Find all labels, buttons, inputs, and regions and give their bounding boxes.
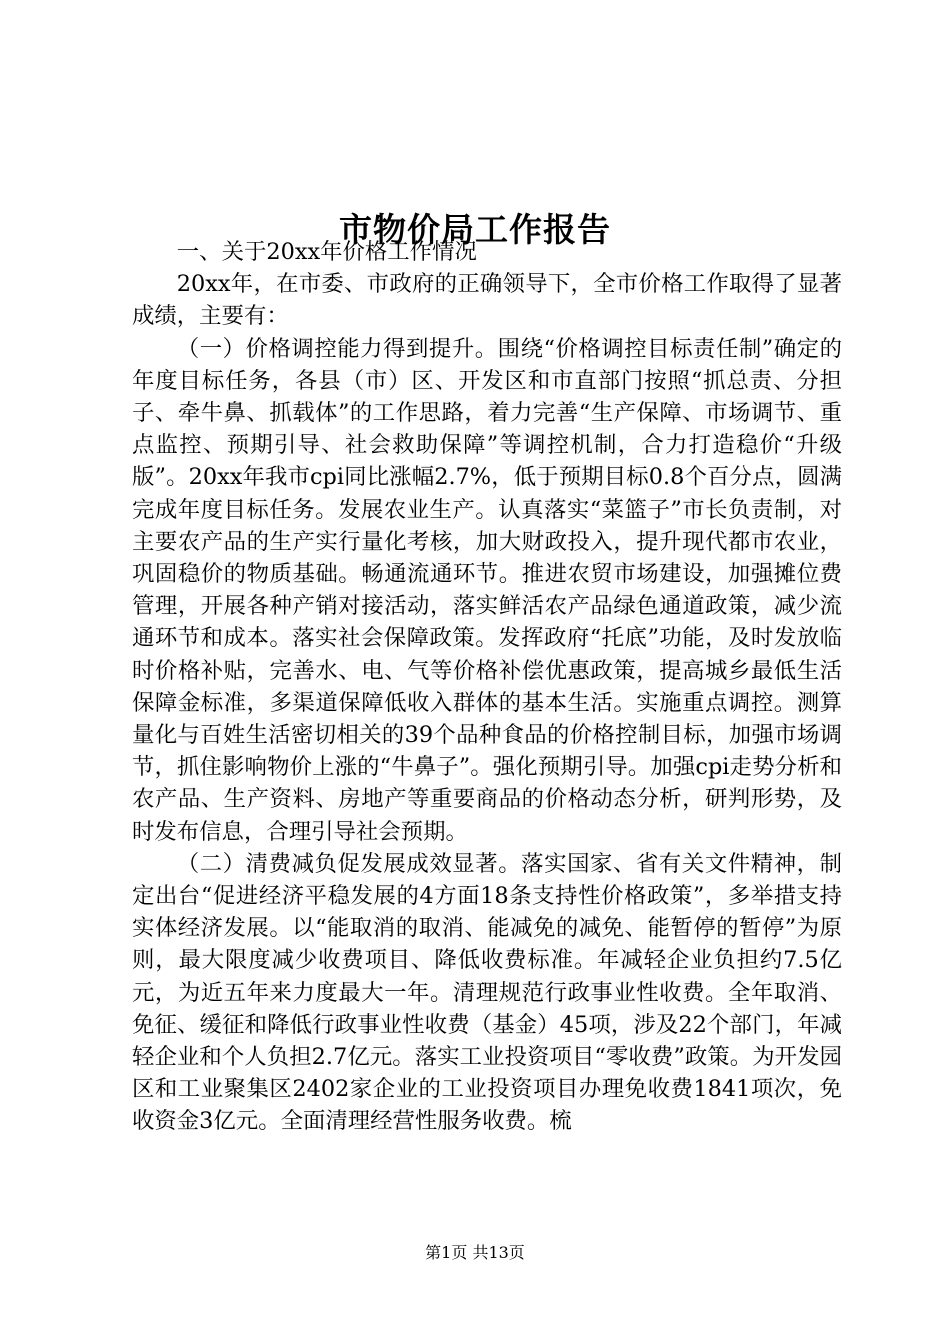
page-footer: 第1页 共13页 (425, 1243, 525, 1262)
document-body (132, 236, 842, 1138)
section-heading: 一、关于20xx年价格工作情况 (176, 239, 477, 265)
intro-paragraph: 20xx年，在市委、市政府的正确领导下，全市价格工作取得了显著成绩，主要有： (132, 271, 842, 330)
paragraph-price-control: （一）价格调控能力得到提升。围绕“价格调控目标责任制”确定的年度目标任务，各县（市）区、开发区和市直部门按照“抓总责、分担子、牵牛鼻、抓载体”的工作思路，着力完善“生产保障、市场调节、重点监控、预期引导、社会救助保障”等调控机制，合力打造稳价“升级版”。20xx年我市cpi同比涨幅2.7%，低于预期目标0.8个百分点，圆满完成年度目标任务。发展农业生产。认真落实“菜篮子”市长负责制，对主要农产品的生产实行量化考核，加大财政投入，提升现代都市农业，巩固稳价的物质基础。畅通流通环节。推进农贸市场建设，加强摊位费管理，开展各种产销对接活动，落实鲜活农产品绿色通道政策，减少流通环节和成本。落实社会保障政策。发挥政府“托底”功能，及时发放临时价格补贴，完善水、电、气等价格补偿优惠政策，提高城乡最低生活保障金标准，多渠道保障低收入群体的基本生活。实施重点调控。测算量化与百姓生活密切相关的39个品种食品的价格控制目标，加强市场调节，抓住影响物价上涨的“牛鼻子”。强化预期引导。加强cpi走势分析和农产品、生产资料、房地产等重要商品的价格动态分析，研判形势，及时发布信息，合理引导社会预期。 (132, 335, 842, 845)
paragraph-fee-reduction: （二）清费减负促发展成效显著。落实国家、省有关文件精神，制定出台“促进经济平稳发展的4方面18条支持性价格政策”，多举措支持实体经济发展。以“能取消的取消、能减免的减免、能暂停的暂停”为原则，最大限度减少收费项目、降低收费标准。年减轻企业负担约7.5亿元，为近五年来力度最大一年。清理规范行政事业性收费。全年取消、免征、缓征和降低行政事业性收费（基金）45项，涉及22个部门，年减轻企业和个人负担2.7亿元。落实工业投资项目“零收费”政策。为开发园区和工业聚集区2402家企业的工业投资项目办理免收费1841项次，免收资金3亿元。全面清理经营性服务收费。梳 (132, 850, 842, 1135)
document-title: 市物价局工作报告 (339, 210, 611, 250)
